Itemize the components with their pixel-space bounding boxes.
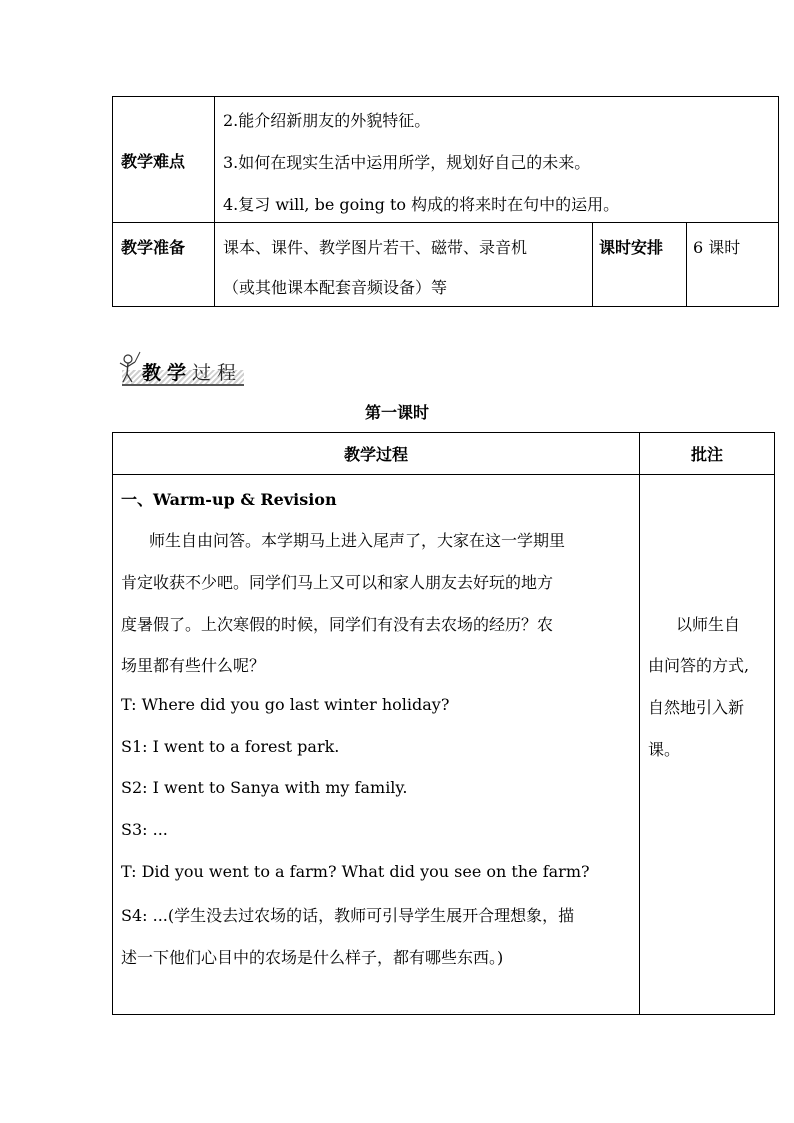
note-line: 课。 (648, 740, 681, 759)
difficulty-item: 3.如何在现实生活中运用所学，规划好自己的未来。 (223, 153, 591, 172)
dialogue-line: T: Did you went to a farm? What did you see on the farm? (121, 862, 590, 881)
difficulty-item: 2.能介绍新朋友的外貌特征。 (223, 111, 431, 130)
difficulty-label: 教学难点 (121, 152, 186, 171)
paragraph-line: 师生自由问答。本学期马上进入尾声了，大家在这一学期里 (149, 531, 566, 550)
dialogue-line: S3: ... (121, 820, 168, 839)
dialogue-line: S4: ...(学生没去过农场的话，教师可引导学生展开合理想象，描 (121, 906, 575, 925)
col-header-notes: 批注 (640, 433, 775, 475)
heading-bold-part: 教学 (142, 362, 193, 384)
teacher-pointer-icon (118, 350, 142, 384)
prep-text-line: 课本、课件、教学图片若干、磁带、录音机 (223, 238, 528, 257)
difficulty-label-cell (113, 97, 215, 223)
schedule-value-cell (687, 223, 779, 307)
difficulty-content-cell (215, 97, 779, 223)
dialogue-line: 述一下他们心目中的农场是什么样子，都有哪些东西。) (121, 948, 504, 967)
dialogue-line: S2: I went to Sanya with my family. (121, 778, 408, 797)
prep-text-line: （或其他课本配套音频设备）等 (223, 278, 448, 297)
warmup-title: 一、Warm-up & Revision (121, 490, 337, 509)
difficulty-item: 4.复习 will, be going to 构成的将来时在句中的运用。 (223, 195, 620, 214)
schedule-label: 课时安排 (599, 238, 664, 257)
paragraph-line: 场里都有些什么呢？ (121, 656, 266, 675)
paragraph-line: 肯定收获不少吧。同学们马上又可以和家人朋友去好玩的地方 (121, 573, 554, 592)
note-line: 由问答的方式, (648, 656, 750, 675)
col-header-process: 教学过程 (113, 433, 640, 475)
prep-label-cell (113, 223, 215, 307)
section-heading (118, 350, 248, 386)
note-line: 以师生自 (676, 615, 741, 634)
prep-content-cell (215, 223, 593, 307)
paragraph-line: 度暑假了。上次寒假的时候，同学们有没有去农场的经历？农 (121, 615, 554, 634)
note-line: 自然地引入新 (648, 698, 745, 717)
process-table (112, 432, 775, 1015)
lesson-title: 第一课时 (364, 403, 429, 422)
notes-cell (640, 475, 775, 1015)
heading-light-part: 过程 (192, 362, 243, 384)
process-content-cell (113, 475, 640, 1015)
dialogue-line: S1: I went to a forest park. (121, 737, 340, 756)
schedule-label-cell (593, 223, 687, 307)
prep-label: 教学准备 (121, 238, 186, 257)
dialogue-line: T: Where did you go last winter holiday? (121, 695, 450, 714)
plan-table (112, 96, 779, 307)
schedule-value: 6 课时 (693, 238, 741, 257)
